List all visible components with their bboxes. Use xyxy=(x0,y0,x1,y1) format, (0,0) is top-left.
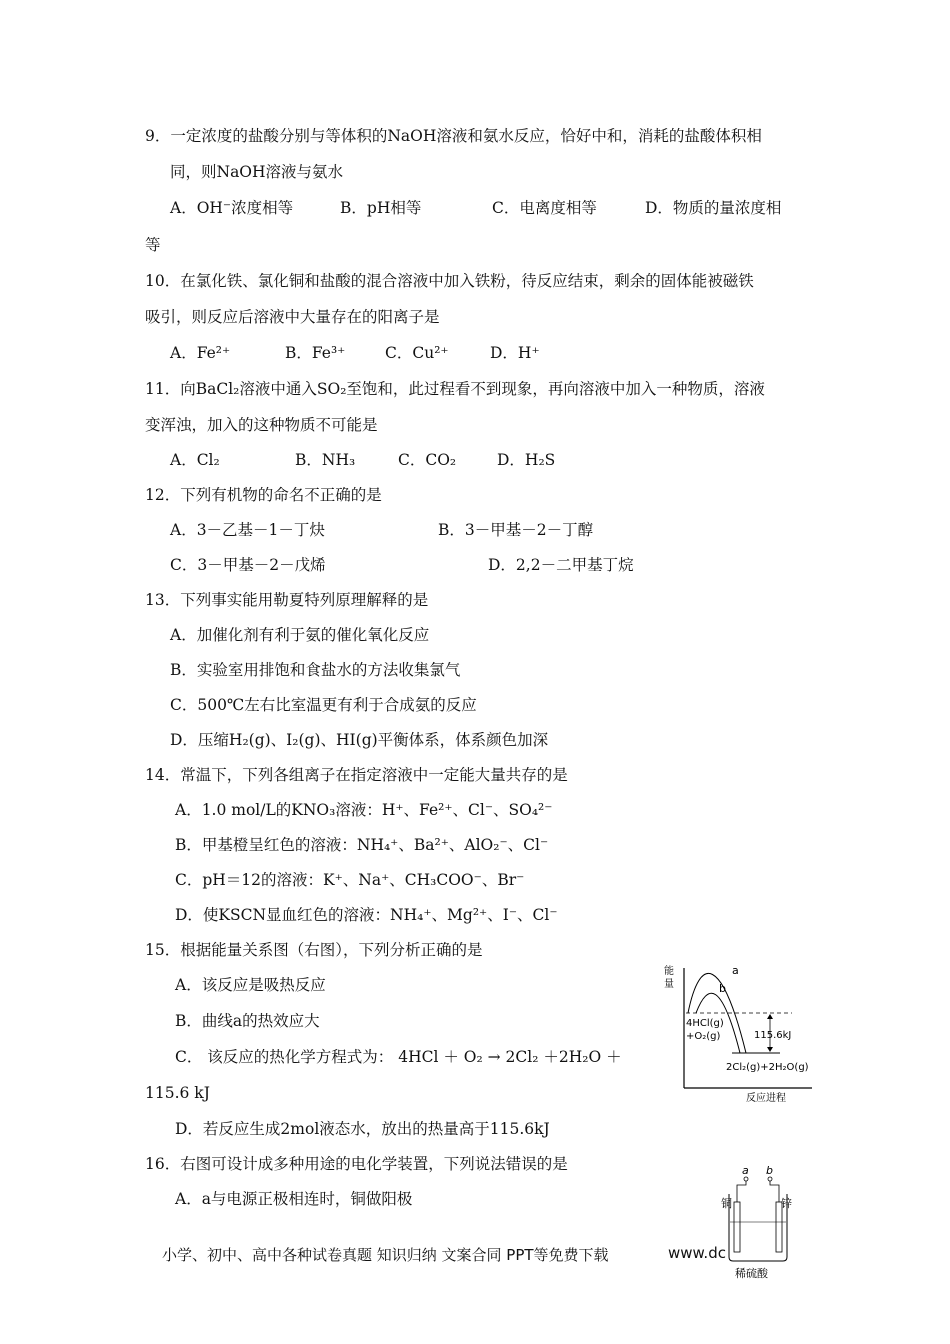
q12-option-b: B．3－甲基－2－丁醇 xyxy=(438,521,594,539)
q14-option-d: D．使KSCN显血红色的溶液：NH₄⁺、Mg²⁺、I⁻、Cl⁻ xyxy=(175,906,558,924)
q11-option-c: C．CO₂ xyxy=(398,451,457,469)
q10-option-c: C．Cu²⁺ xyxy=(385,344,449,362)
q14-option-c: C．pH＝12的溶液：K⁺、Na⁺、CH₃COO⁻、Br⁻ xyxy=(175,871,525,889)
q11-stem-line1: 11．向BaCl₂溶液中通入SO₂至饱和，此过程看不到现象，再向溶液中加入一种物质，溶液 xyxy=(145,380,765,398)
zinc-label: 锌 xyxy=(781,1197,792,1210)
q11-stem-line2: 变浑浊，加入的这种物质不可能是 xyxy=(145,416,378,434)
q11-option-b: B．NH₃ xyxy=(295,451,356,469)
q15-option-a: A．该反应是吸热反应 xyxy=(175,976,326,994)
q16-option-a: A．a与电源正极相连时，铜做阳极 xyxy=(175,1190,413,1208)
solution-label: 稀硫酸 xyxy=(735,1267,768,1280)
q11-option-a: A．Cl₂ xyxy=(170,451,220,469)
curve-b-label: b xyxy=(719,982,726,995)
q9-option-a: A．OH⁻浓度相等 xyxy=(170,199,294,217)
reactant-label-1: 4HCl(g) xyxy=(686,1018,724,1029)
q15-option-c-line2: 115.6 kJ xyxy=(145,1084,210,1102)
footer-text: 小学、初中、高中各种试卷真题 知识归纳 文案合同 PPT等免费下载 xyxy=(162,1246,609,1264)
q11-option-d: D．H₂S xyxy=(497,451,556,469)
y-axis-label-1: 能 xyxy=(664,966,674,977)
q9-option-d-wrap: 等 xyxy=(145,236,161,254)
q14-option-a: A．1.0 mol/L的KNO₃溶液：H⁺、Fe²⁺、Cl⁻、SO₄²⁻ xyxy=(175,801,553,819)
terminal-b xyxy=(768,1177,772,1181)
x-axis-label: 反应进程 xyxy=(746,1093,786,1104)
terminal-a-label: a xyxy=(742,1164,749,1177)
q14-option-b: B．甲基橙呈红色的溶液：NH₄⁺、Ba²⁺、AlO₂⁻、Cl⁻ xyxy=(175,836,549,854)
q9-option-d: D．物质的量浓度相 xyxy=(645,199,782,217)
terminal-b-label: b xyxy=(766,1164,773,1177)
q9-option-c: C．电离度相等 xyxy=(492,199,597,217)
q10-option-a: A．Fe²⁺ xyxy=(170,344,231,362)
delta-arrow-down-head xyxy=(767,1047,773,1052)
q9-stem-line1: 9．一定浓度的盐酸分别与等体积的NaOH溶液和氨水反应，恰好中和，消耗的盐酸体积相 xyxy=(145,127,762,145)
electrochemical-cell-diagram xyxy=(715,1162,805,1282)
delta-label: 115.6kJ xyxy=(754,1030,792,1041)
q15-option-b: B．曲线a的热效应大 xyxy=(175,1012,320,1030)
footer-url[interactable]: www.dc xyxy=(668,1244,726,1262)
q16-stem: 16．右图可设计成多种用途的电化学装置，下列说法错误的是 xyxy=(145,1155,568,1173)
y-axis-label-2: 量 xyxy=(664,979,674,990)
q10-option-d: D．H⁺ xyxy=(490,344,540,362)
q13-option-a: A．加催化剂有利于氨的催化氧化反应 xyxy=(170,626,430,644)
terminal-a xyxy=(744,1177,748,1181)
copper-electrode xyxy=(734,1202,740,1252)
q13-stem: 13．下列事实能用勒夏特列原理解释的是 xyxy=(145,591,429,609)
q9-stem-line2: 同，则NaOH溶液与氨水 xyxy=(170,163,344,181)
q13-option-c: C．500℃左右比室温更有利于合成氨的反应 xyxy=(170,696,477,714)
delta-arrow-up-head xyxy=(767,1014,773,1019)
q15-stem: 15．根据能量关系图（右图），下列分析正确的是 xyxy=(145,941,483,959)
q9-option-b: B．pH相等 xyxy=(340,199,422,217)
q13-option-b: B．实验室用排饱和食盐水的方法收集氯气 xyxy=(170,661,461,679)
q15-option-c-line1: C． 该反应的热化学方程式为： 4HCl ＋ O₂ → 2Cl₂ ＋2H₂O ＋ xyxy=(175,1048,622,1066)
q10-stem-line1: 10．在氯化铁、氯化铜和盐酸的混合溶液中加入铁粉，待反应结束，剩余的固体能被磁铁 xyxy=(145,272,754,290)
q12-option-d: D．2,2－二甲基丁烷 xyxy=(488,556,634,574)
q15-option-d: D．若反应生成2mol液态水，放出的热量高于115.6kJ xyxy=(175,1120,550,1138)
q12-stem: 12．下列有机物的命名不正确的是 xyxy=(145,486,382,504)
q12-option-a: A．3－乙基－1－丁炔 xyxy=(170,521,325,539)
q12-option-c: C．3－甲基－2－戊烯 xyxy=(170,556,326,574)
q10-option-b: B．Fe³⁺ xyxy=(285,344,346,362)
q14-stem: 14．常温下，下列各组离子在指定溶液中一定能大量共存的是 xyxy=(145,766,568,784)
curve-a-label: a xyxy=(732,964,739,977)
copper-label: 铜 xyxy=(721,1197,732,1210)
energy-diagram xyxy=(660,960,820,1105)
q13-option-d: D．压缩H₂(g)、I₂(g)、HI(g)平衡体系，体系颜色加深 xyxy=(170,731,549,749)
product-label: 2Cl₂(g)+2H₂O(g) xyxy=(726,1062,809,1073)
q10-stem-line2: 吸引，则反应后溶液中大量存在的阳离子是 xyxy=(145,308,440,326)
reactant-label-2: +O₂(g) xyxy=(686,1031,721,1042)
